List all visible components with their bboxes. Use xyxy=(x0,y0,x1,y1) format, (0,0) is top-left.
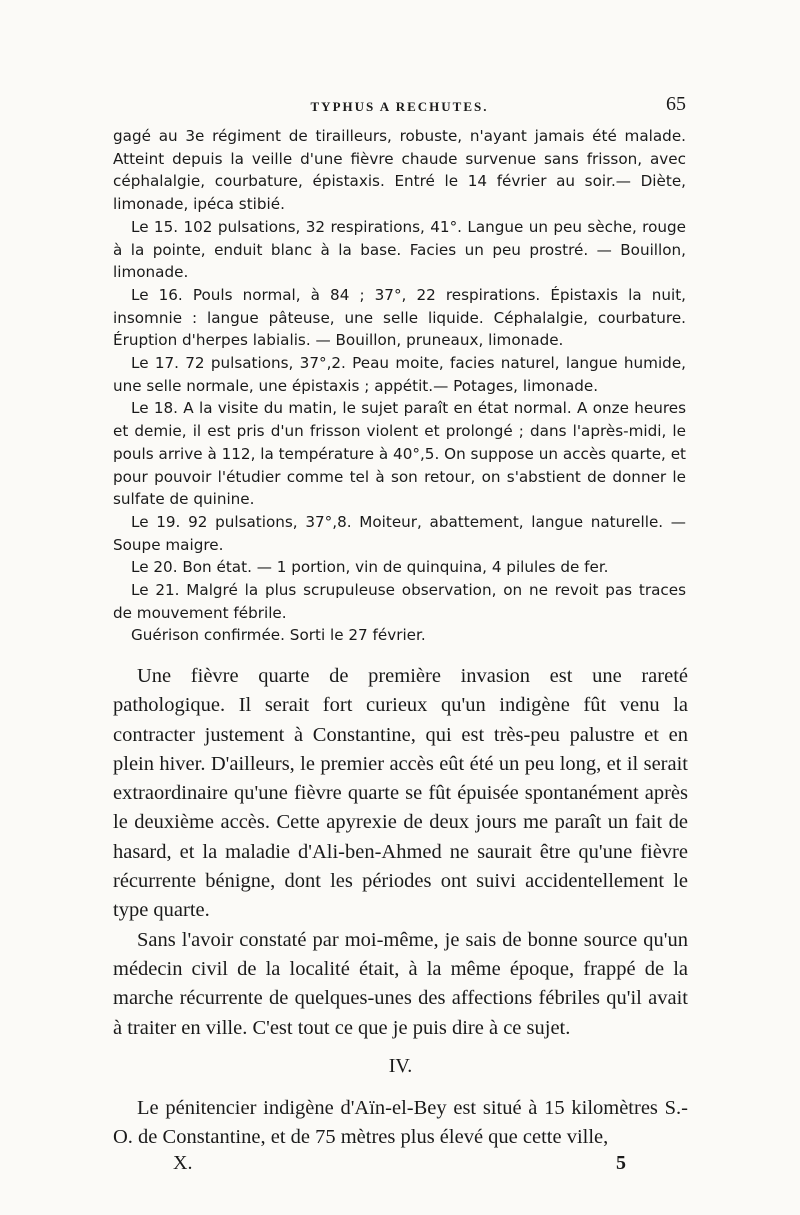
running-header xyxy=(113,93,686,121)
case-note: Le 20. Bon état. — 1 portion, vin de quinquina, 4 pilules de fer. xyxy=(131,558,609,577)
case-note: Le 16. Pouls normal, à 84 ; 37°, 22 respirations. Épistaxis la nuit, insomnie : langue pâteuse, une selle liquide. Céphalalgie, courbature. Éruption d'herpes labialis. — Bouillon, pruneaux, limonade. xyxy=(113,285,686,350)
sheet-number: 5 xyxy=(616,1152,626,1174)
case-note: Le 19. 92 pulsations, 37°,8. Moiteur, abattement, langue naturelle. — Soupe maigre. xyxy=(113,512,686,554)
case-note: Le 21. Malgré la plus scrupuleuse observation, on ne revoit pas traces de mouvement fébrile. xyxy=(113,581,686,622)
case-note: Guérison confirmée. Sorti le 27 février. xyxy=(131,626,426,645)
discussion xyxy=(113,662,688,1043)
section-paragraph: Le pénitencier indigène d'Aïn-el-Bey est situé à 15 kilomètres S.-O. de Constantine, et de 75 mètres plus élevé que cette ville, xyxy=(113,1097,688,1149)
case-note: Le 18. A la visite du matin, le sujet paraît en état normal. A onze heures et demie, il est pris d'un frisson violent et prolongé ; dans l'après-midi, le pouls arrive à 112, la température à 40°,5. On suppose un accès quarte, et pour pouvoir l'étudier comme tel à son retour, on s'abstient de donner le sulfate de quinine. xyxy=(113,399,686,509)
case-note: gagé au 3e régiment de tirailleurs, robuste, n'ayant jamais été malade. Atteint depuis la veille d'une fièvre chaude survenue sans frisson, avec céphalalgie, courbature, épistaxis. Entré le 14 février au soir.— Diète, limonade, ipéca stibié. xyxy=(113,127,686,214)
running-title: TYPHUS A RECHUTES. xyxy=(310,99,489,114)
page-number: 65 xyxy=(666,93,686,115)
signature-mark: X. xyxy=(173,1152,193,1174)
case-note: Le 15. 102 pulsations, 32 respirations, 41°. Langue un peu sèche, rouge à la pointe, enduit blanc à la base. Facies un peu prostré. — Bouillon, limonade. xyxy=(113,217,686,282)
case-note: Le 17. 72 pulsations, 37°,2. Peau moite, facies naturel, langue humide, une selle normale, une épistaxis ; appétit.— Potages, limonade. xyxy=(113,354,686,395)
page-footer xyxy=(113,1152,686,1182)
section-heading: IV. xyxy=(388,1055,413,1077)
case-notes xyxy=(113,125,686,647)
discussion-paragraph: Sans l'avoir constaté par moi-même, je sais de bonne source qu'un médecin civil de la localité était, à la même époque, frappé de la marche récurrente de quelques-unes des affections fébriles qu'il avait à traiter en ville. C'est tout ce que je puis dire à ce sujet. xyxy=(113,928,688,1039)
section-body xyxy=(113,1094,688,1153)
discussion-paragraph: Une fièvre quarte de première invasion est une rareté pathologique. Il serait fort curieux qu'un indigène fût venu la contracter justement à Constantine, qui est très-peu palustre et en plein hiver. D'ailleurs, le premier accès eût été un peu long, et il serait extraordinaire qu'une fièvre quarte se fût épuisée spontanément après le deuxième accès. Cette apyrexie de deux jours me paraît un fait de hasard, et la maladie d'Ali-ben-Ahmed ne saurait être qu'une fièvre récurrente bénigne, dont les périodes ont suivi accidentellement le type quarte. xyxy=(113,665,688,922)
